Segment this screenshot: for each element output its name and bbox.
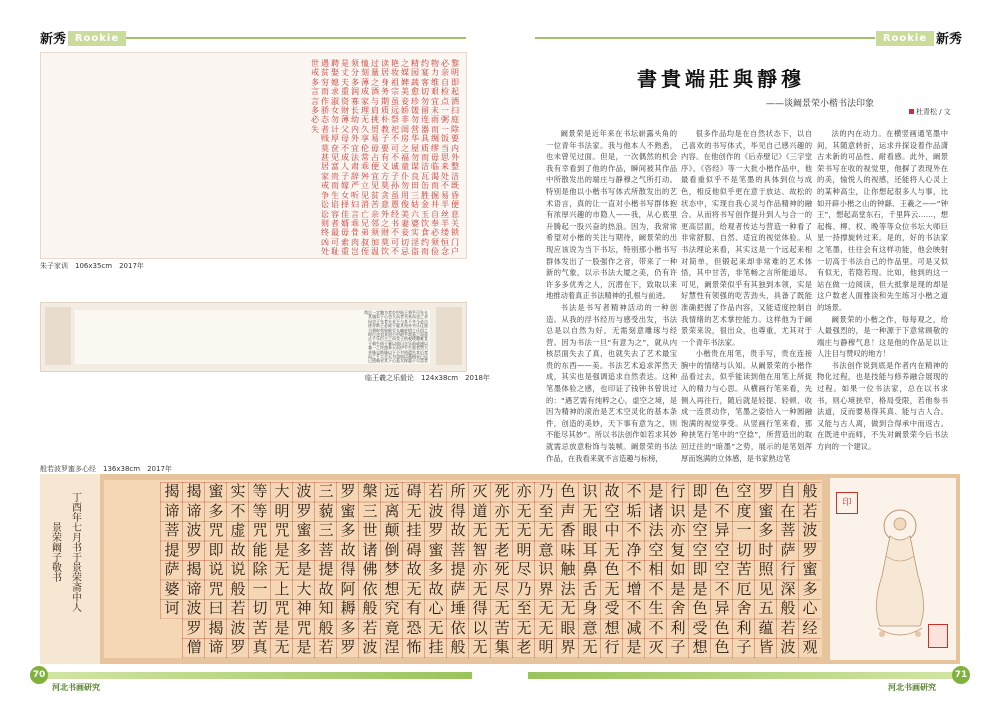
scroll-inscription: 丁酉年七月书于景荣斋中人 [72, 493, 82, 614]
calligraphy-column: 波 罗 蜜 多 是 大 神 咒 是 [292, 482, 315, 658]
caption-work-3: 般若波罗蜜多心经 136x38cm 2017年 [40, 465, 172, 473]
calligraphy-column: 死 亦 无 老 死 尽 无 苦 集 [490, 482, 513, 658]
article-column-1 [546, 128, 677, 463]
heart-sutra-text [104, 480, 822, 658]
left-footer-band [32, 672, 472, 679]
right-header-rule [535, 37, 875, 39]
right-page-number: 71 [952, 666, 970, 684]
calligraphy-column: 黎 明 即 起 洒 扫 庭 除 要 内 外 整 洁 既 昏 便 息 关 锁 门 户 [451, 59, 459, 257]
calligraphy-column: 所 得 故 菩 提 萨 埵 依 般 [446, 482, 469, 658]
calligraphy-work-2-text [75, 310, 430, 364]
calligraphy-column: 须 分 多 润 寡 长 幼 内 外 宜 法 肃 辞 严 听 妇 言 乖 骨 肉 岂 [351, 59, 359, 257]
calligraphy-column: 自 在 菩 萨 行 深 般 若 波 [776, 482, 799, 658]
calligraphy-column: 可 也 今 乐 氏 之 趣 或 者 其 未 尽 [416, 310, 420, 364]
calligraphy-column: 乃 至 无 意 识 界 无 无 明 [534, 482, 557, 658]
paragraph: 书法创作说到底是作者内在精神的物化过程，也是技能与修养融合展现的过程。如果一位书法家，总在以书求书，则心境狭窄，格局受限，若他参书法道，反而要易得其真、能与古人合。又能与古人离，做到合得承中而返古。在既进中而师，不失对阚景荣今后书法方向的一个建议。 [817, 360, 948, 452]
calligraphy-column: 罗 蜜 多 故 得 阿 耨 多 罗 [336, 482, 359, 658]
caption-work-1: 朱子家训 106x35cm 2017年 [40, 262, 144, 270]
calligraphy-column: 不 垢 不 净 不 增 不 减 是 [622, 482, 645, 658]
calligraphy-column: 若 波 罗 蜜 多 故 心 无 挂 [424, 482, 447, 658]
calligraphy-column: 槃 三 世 诸 佛 依 般 若 波 [358, 482, 381, 658]
right-header-label: 新秀 [936, 32, 963, 47]
scroll-left-mount [45, 307, 71, 365]
calligraphy-column: 定 矣 于 斯 时 也 乐 生 之 志 千 载 [376, 310, 380, 364]
calligraphy-column: 将 来 不 亦 惜 哉 观 乐 生 遗 燕 惠 [408, 310, 412, 364]
calligraphy-column: 者 也 夫 欲 极 道 之 量 务 以 天 下 [388, 310, 392, 364]
calligraphy-column: 世 戒 多 言 言 多 必 失 [311, 59, 319, 134]
scroll-right-mount [436, 307, 462, 365]
calligraphy-column: 之 媒 婢 美 妾 娇 非 闺 房 之 福 童 仆 勿 用 俊 美 妻 妾 切 忌 [401, 59, 409, 257]
calligraphy-work-1-text [41, 53, 466, 258]
calligraphy-column: 哉 [364, 310, 368, 315]
calligraphy-column: 是 丈 夫 重 资 财 薄 父 母 不 成 人 子 嫁 女 择 佳 婿 毋 索 重 [341, 59, 349, 257]
calligraphy-work-1 [40, 52, 467, 259]
calligraphy-column: 物 力 维 艰 宜 未 雨 而 绸 缪 毋 临 渴 而 掘 井 自 奉 必 须 俭 [431, 59, 439, 257]
paragraph: 法的内在动力。在横竖画通笔墨中间，其随意转折，运求并探设着作品潇古未新的可品性、耐看感。此外，阚景荣书写在收的视觉里，他摒了表现外在的美，愉悦人的视感，还能将人心灵上的某种高尘，让你想起很多人与事，比如开辟小楷之山的钟繇、王羲之——“钟王”，想起高堂东石，千里阵云……，想起梅、柳、权、晚等等众位书坛大师巨星一持撑旋转过来。是的，好的书法家之笔墨，往往会有这样功能，他会映射一切高于书法自己的作品里。可是又似有似无，若隐若现。比如，他到的这一站在做一边阅读，但大抵掌是现的却是这户数老人面雅淡和先生练习小楷之道的场景。 [817, 129, 948, 312]
calligraphy-column: 即 是 空 空 即 是 色 受 想 [688, 482, 711, 658]
calligraphy-column: 王 书 其 殆 庶 乎 机 合 乎 道 以 终 [404, 310, 408, 364]
calligraphy-column: 是 诸 法 空 相 不 生 不 灭 [644, 482, 667, 658]
calligraphy-column: 始 者 与 其 喻 昭 王 曰 伊 尹 放 太 [400, 310, 404, 364]
calligraphy-column: 恤 刻 薄 成 家 理 无 久 享 伦 常 乖 舛 立 见 消 亡 兄 弟 叔 侄 [361, 59, 369, 257]
guanyin-illustration [830, 478, 956, 660]
calligraphy-column: 碍 无 挂 碍 故 无 有 恐 怖 [402, 482, 425, 658]
calligraphy-column: 三 藐 三 菩 提 故 知 般 若 [314, 482, 337, 658]
calligraphy-column: 灭 道 无 智 亦 无 得 以 无 [468, 482, 491, 658]
caption-work-2: 临王羲之乐毅论 124x38cm 2018年 [365, 374, 490, 382]
calligraphy-column: 夫 求 古 贤 之 意 宜 以 大 者 远 者 [424, 310, 428, 364]
scroll-signature: 景荣阚子敬书 [52, 523, 62, 584]
calligraphy-column: 罗 蜜 多 时 照 见 五 蕴 皆 [754, 482, 777, 658]
left-header-label: 新秀 [40, 32, 67, 47]
calligraphy-column: 约 宴 客 切 勿 留 连 器 具 质 而 洁 瓦 缶 胜 金 玉 饮 食 约 而 [421, 59, 429, 257]
paragraph: 阚景荣的小楷之作，每每观之，给人最强烈的，是一种源于下意常顾敬的端庄与静穆气息！这是他的作品足以让人注目与赞叹的地方！ [817, 314, 948, 359]
calligraphy-column: 精 园 蔬 愈 珍 馐 勿 营 华 屋 勿 谋 良 田 三 姑 六 婆 实 淫 盗 [411, 59, 419, 257]
paragraph: 很多作品均是在自然状态下，以自己喜欢的书写体式，毕见自己感兴趣的内容。在他创作的《后赤壁记》《三字堂序》、《咨经》等一大批小楷作品中，他最看重似乎不是笔墨的具体到位与成色，相反他似乎更在意于放达、故松的状态中，实现自我心灵与作品精神的融合。从而将书写创作提升到人与合一的更高层面，给观者传达与营造一种看了非常舒服、自然、适宜的视觉体验。从书法理论来看，其实这是一个远起来相对简单，但锻起来却非常难的艺术体悟，其中甘苦，非笔畅之言所能道尽。可见，阚景荣似乎有其独到本领，实是好慧性有领强的吃苦劲头，具备了既能准确把握了作品内容，又能适度控制自我情绪的艺术掌控能力。这样他为于阚景荣来说，很出众，也尊重，尤其对于一个青年书法家。 [681, 129, 812, 347]
article-column-3 [817, 128, 948, 458]
calligraphy-column: 聘 娶 媳 求 淑 女 勿 计 厚 奁 见 富 贵 而 生 谄 容 者 最 可 耻 [331, 59, 339, 257]
calligraphy-column: 色 声 香 味 触 法 无 眼 界 [556, 482, 579, 658]
calligraphy-column: 蜜 多 咒 即 说 咒 曰 揭 谛 [204, 482, 227, 658]
right-footer-band [528, 672, 968, 679]
calligraphy-column: 甲 而 不 疑 太 甲 受 放 而 不 怨 是 [396, 310, 400, 364]
calligraphy-column: 存 大 业 于 至 公 而 以 天 下 为 心 [392, 310, 396, 364]
article-subtitle: ——谈阚景荣小楷书法印象 [766, 99, 875, 109]
paragraph: 阚景荣是近年来在书坛崭露头角的一位青年书法家。我与他本人不熟悉，也未曾见过面。但是，一次偶然的机会我有幸看到了他的作品，瞬间被其作品中所散发出的端庄与静穆之气所打动。特别是他以小楷书写体式所散发出的艺术语言，真的让一直对小楷书写群体抱有浓厚兴趣的市隐人——我，从心底里升腾起一股兴奋的热浪。因为，我常常希望对小楷的关注与期待，阚景荣的出现应该说为当下书坛，特别那小楷书写群体发出了一股强作之音，带来了一种新的气象，以示书法大厦之美，仍有许许多多优秀之人，沉潜在下，致取以来地推动着真正书法精神的孔根与前进。 [546, 129, 677, 301]
calligraphy-column: 揭 谛 菩 提 萨 婆 诃 [160, 482, 183, 619]
right-rookie-tag: Rookie [876, 31, 934, 46]
calligraphy-column: 远 离 颠 倒 梦 想 究 竟 涅 [380, 482, 403, 658]
calligraphy-column: 过 量 之 酒 与 肩 挑 贸 易 毋 占 便 宜 见 贫 苦 亲 邻 须 加 温 [371, 59, 379, 257]
paragraph: 小楷贵在用笔，贵手写，贵在连接腕中的情绪与认知。从阚景荣的小楷作品看过去，似乎能读到他在用笔上所捉入的精力与心思。从横画行笔来看，先侧入再往行，随后就是轻提、轻顿、收成一连贯动作，笔墨之姿恰入一种圆融饱满的视觉享受。从竖画行笔来看，那种挟笔行笔中的“空捻”，所营造出的取回迂往的“暗墨”之势，展示的是笔划浑厚而饱满的立体感，是书家熟边笔 [681, 349, 812, 463]
red-seal-icon [928, 624, 948, 648]
calligraphy-work-2 [40, 302, 467, 372]
calligraphy-column: 乎 而 多 劣 之 是 使 前 贤 失 指 于 [412, 310, 416, 364]
calligraphy-column: 读 居 身 务 期 质 朴 教 子 要 有 义 方 莫 贪 意 外 之 财 莫 饮 [381, 59, 389, 257]
left-header-rule [126, 37, 466, 39]
article-title: 書貴端莊與靜穆 [637, 67, 805, 91]
left-journal-name: 河北书画研究 [52, 683, 100, 692]
calligraphy-column: 趣 于 先 王 苟 君 臣 同 符 斯 大 业 [380, 310, 384, 364]
calligraphy-column: 实 不 虚 故 说 般 若 波 罗 [226, 482, 249, 658]
author-marker [909, 109, 914, 114]
paragraph: 书法是书写者精神活动的一种创造。从我的浮书经历与感受出发，书法总是以自然为好，无需刻意雕琢与经营。因为书法一旦“有意为之”，就从内核层面失去了真，也就失去了艺术最宝贵的东西——美。书法艺术追求浑然天成，其实也是强调追求自然表达。这种笔墨体验之感，也印证了钱钟书曾说过的：“遇艺需有纯粹之心，虚空之境，是因为精神的滚治是艺术空灵化的基本条件，创造的美妙，天下事有意为之，则不能尽其妙”。所以书法创作如若求其妙就需忌放意粉饰与装帧。阚景荣的书法作品，在我看来就不言造趣与标榜， [546, 302, 677, 463]
calligraphy-column: 艳 妆 祖 宗 虽 远 祭 祀 不 可 不 诚 子 孙 虽 愚 经 书 不 可 不 [391, 59, 399, 257]
calligraphy-column: 故 空 中 无 色 无 受 想 行 [600, 482, 623, 658]
calligraphy-column: 岂 其 局 迹 当 时 止 于 兼 并 而 已 [368, 310, 372, 364]
left-page-number: 70 [30, 666, 48, 684]
calligraphy-column: 为 心 者 必 致 其 主 于 盛 隆 合 其 [384, 310, 388, 364]
calligraphy-column: 般 若 波 罗 蜜 多 心 经 观 [798, 482, 821, 658]
calligraphy-column: 先 之 必 迂 回 而 难 通 然 后 已 焉 [420, 310, 424, 364]
article-column-2 [681, 128, 812, 463]
right-journal-name: 河北书画研究 [888, 683, 936, 692]
calligraphy-column: 识 无 眼 耳 鼻 舌 身 意 无 [578, 482, 601, 658]
calligraphy-work-3 [40, 474, 960, 664]
calligraphy-column: 大 明 咒 是 无 上 咒 是 无 [270, 482, 293, 658]
calligraphy-column: 行 识 亦 复 如 是 舍 利 子 [666, 482, 689, 658]
calligraphy-column: 遇 贫 穷 而 作 骄 态 者 贱 莫 甚 居 家 戒 争 讼 讼 则 终 凶 处 [321, 59, 329, 257]
calligraphy-column: 一 遇 也 亦 将 行 千 载 一 隆 之 道 [372, 310, 376, 364]
calligraphy-column: 揭 谛 波 罗 揭 谛 波 罗 僧 [182, 482, 205, 658]
calligraphy-column: 必 亲 自 检 点 一 粥 一 饭 当 思 来 处 不 易 半 丝 半 缕 恒 念 [441, 59, 449, 257]
calligraphy-column: 空 度 一 切 苦 厄 舍 利 子 [732, 482, 755, 658]
calligraphy-column: 亦 无 无 明 尽 乃 至 无 老 [512, 482, 535, 658]
seal-stamp-icon: 印 [836, 492, 858, 514]
calligraphy-column: 色 不 异 空 空 不 异 色 色 [710, 482, 733, 658]
article-author: 杜青松 / 文 [916, 108, 951, 116]
calligraphy-column: 等 等 咒 能 除 一 切 苦 真 [248, 482, 271, 658]
scroll-inscription-panel [40, 474, 100, 664]
left-rookie-tag: Rookie [68, 31, 126, 46]
